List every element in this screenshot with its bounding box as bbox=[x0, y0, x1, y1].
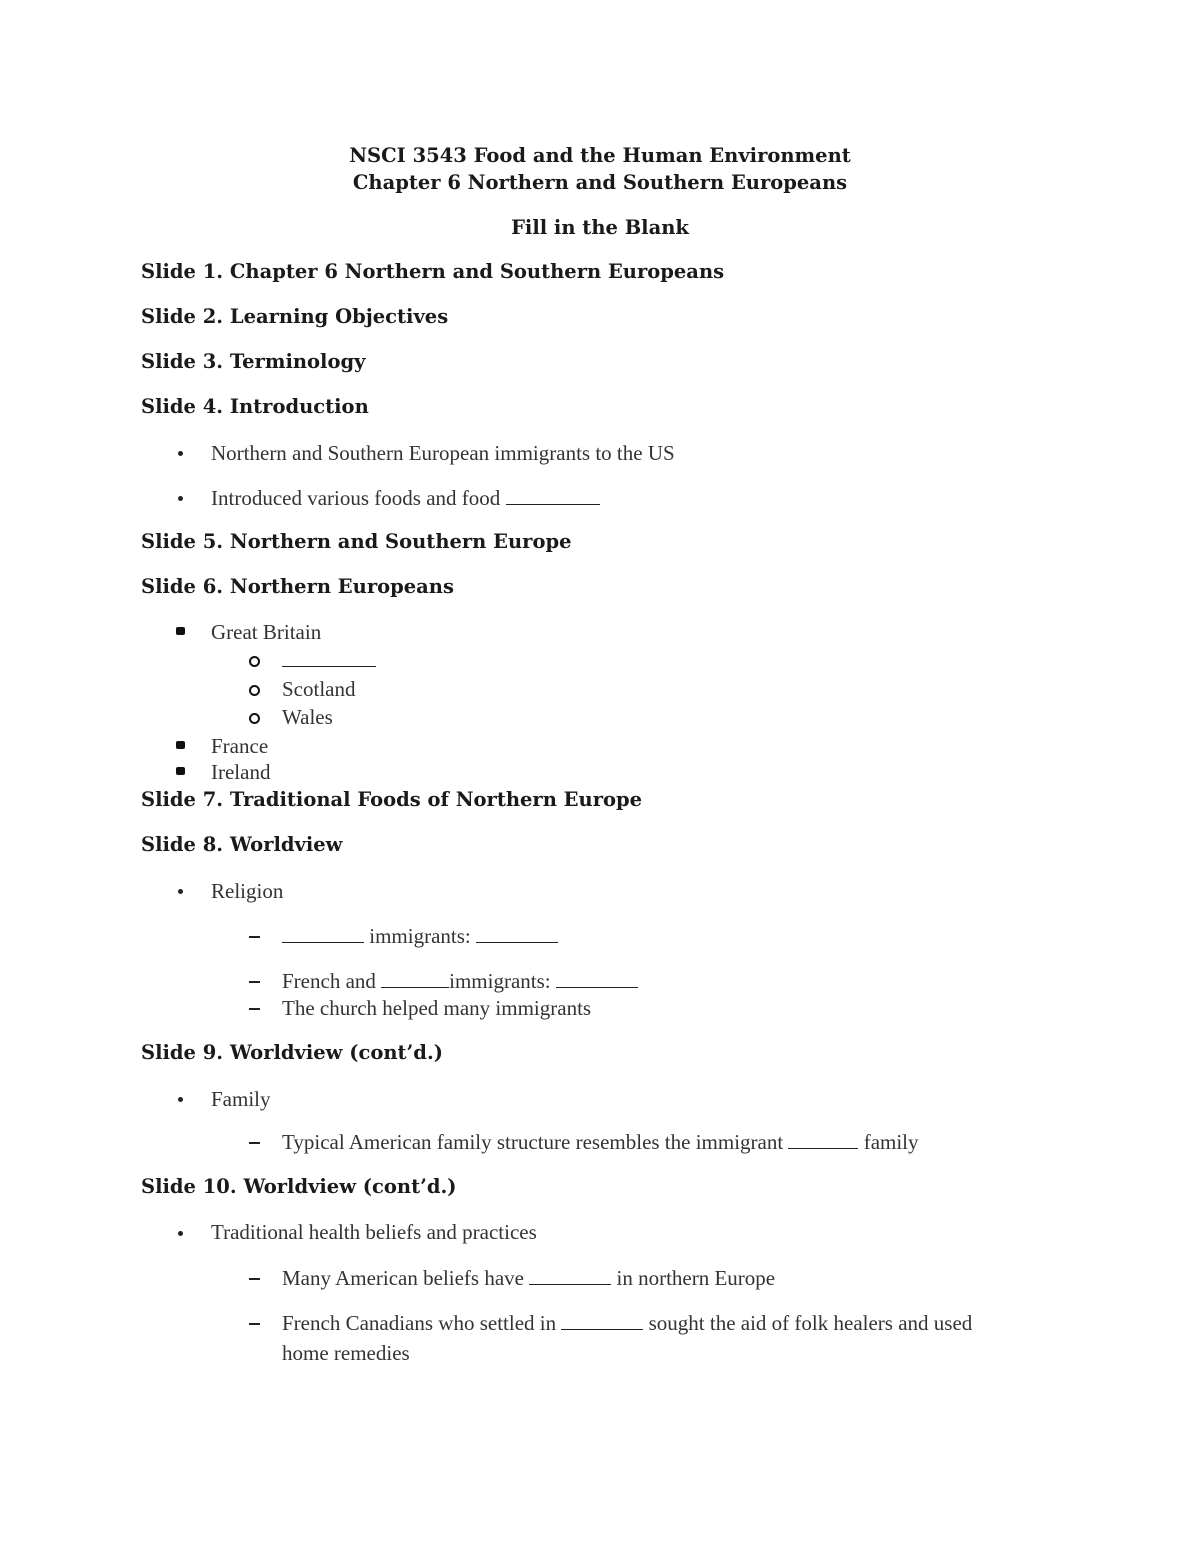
health-subitem-2 bbox=[282, 1310, 972, 1336]
fill-blank[interactable] bbox=[556, 969, 638, 988]
fill-blank[interactable] bbox=[506, 486, 600, 505]
intro-item-2 bbox=[211, 485, 600, 511]
scotland-item: Scotland bbox=[282, 677, 356, 701]
bullet-icon bbox=[178, 1097, 183, 1102]
immigrants-label: immigrants: bbox=[369, 924, 471, 948]
dash-bullet-icon bbox=[249, 981, 260, 983]
health-subitem-2-continued: home remedies bbox=[282, 1341, 410, 1365]
health-subitem-1 bbox=[282, 1265, 775, 1291]
blank-item bbox=[282, 647, 376, 673]
ring-bullet-icon bbox=[249, 656, 260, 667]
chapter-title: Chapter 6 Northern and Southern Europeans bbox=[352, 171, 848, 194]
religion-item: Religion bbox=[211, 879, 284, 903]
religion-subitem-3: The church helped many immigrants bbox=[282, 996, 592, 1020]
fill-blank[interactable] bbox=[529, 1266, 611, 1285]
square-bullet-icon bbox=[176, 767, 185, 775]
slide-3-heading: Slide 3. Terminology bbox=[141, 350, 366, 373]
family-text-end: family bbox=[863, 1130, 919, 1154]
dash-bullet-icon bbox=[249, 1278, 260, 1280]
immigrants-label: immigrants: bbox=[449, 969, 551, 993]
bullet-icon bbox=[178, 1231, 183, 1236]
fill-blank[interactable] bbox=[381, 969, 449, 988]
wales-item: Wales bbox=[282, 705, 333, 729]
slide-2-heading: Slide 2. Learning Objectives bbox=[141, 305, 449, 328]
slide-4-heading: Slide 4. Introduction bbox=[141, 395, 369, 418]
slide-5-heading: Slide 5. Northern and Southern Europe bbox=[141, 530, 572, 553]
bullet-icon bbox=[178, 889, 183, 894]
fill-blank[interactable] bbox=[476, 924, 558, 943]
assignment-title: Fill in the Blank bbox=[511, 216, 689, 239]
fill-blank[interactable] bbox=[282, 648, 376, 667]
beliefs-text: Many American beliefs have bbox=[282, 1266, 524, 1290]
ring-bullet-icon bbox=[249, 713, 260, 724]
intro-item-1: Northern and Southern European immigrants to the US bbox=[211, 441, 675, 465]
course-title: NSCI 3543 Food and the Human Environment bbox=[349, 144, 851, 167]
ireland-item: Ireland bbox=[211, 760, 271, 784]
family-item: Family bbox=[211, 1087, 271, 1111]
bullet-icon bbox=[178, 451, 183, 456]
france-item: France bbox=[211, 734, 269, 758]
religion-subitem-2 bbox=[282, 968, 638, 994]
french-canadians-text: French Canadians who settled in bbox=[282, 1311, 557, 1335]
religion-subitem-1 bbox=[282, 923, 558, 949]
french-canadians-text-end: sought the aid of folk healers and used bbox=[648, 1311, 973, 1335]
dash-bullet-icon bbox=[249, 1323, 260, 1325]
fill-blank[interactable] bbox=[282, 924, 364, 943]
square-bullet-icon bbox=[176, 627, 185, 635]
slide-7-heading: Slide 7. Traditional Foods of Northern Europe bbox=[141, 788, 643, 811]
bullet-icon bbox=[178, 496, 183, 501]
ring-bullet-icon bbox=[249, 685, 260, 696]
family-subitem bbox=[282, 1129, 919, 1155]
slide-9-heading: Slide 9. Worldview (cont’d.) bbox=[141, 1041, 443, 1064]
fill-blank[interactable] bbox=[561, 1311, 643, 1330]
slide-1-heading: Slide 1. Chapter 6 Northern and Southern Europeans bbox=[141, 260, 725, 283]
slide-6-heading: Slide 6. Northern Europeans bbox=[141, 575, 454, 598]
great-britain-item: Great Britain bbox=[211, 620, 322, 644]
dash-bullet-icon bbox=[249, 1008, 260, 1010]
fill-blank[interactable] bbox=[788, 1130, 858, 1149]
slide-10-heading: Slide 10. Worldview (cont’d.) bbox=[141, 1175, 457, 1198]
family-text: Typical American family structure resembles the immigrant bbox=[282, 1130, 784, 1154]
square-bullet-icon bbox=[176, 741, 185, 749]
dash-bullet-icon bbox=[249, 1142, 260, 1144]
beliefs-text-end: in northern Europe bbox=[616, 1266, 776, 1290]
dash-bullet-icon bbox=[249, 936, 260, 938]
french-and-text: French and bbox=[282, 969, 376, 993]
intro-item-2-text: Introduced various foods and food bbox=[211, 486, 501, 510]
slide-8-heading: Slide 8. Worldview bbox=[141, 833, 343, 856]
health-item: Traditional health beliefs and practices bbox=[211, 1220, 537, 1244]
